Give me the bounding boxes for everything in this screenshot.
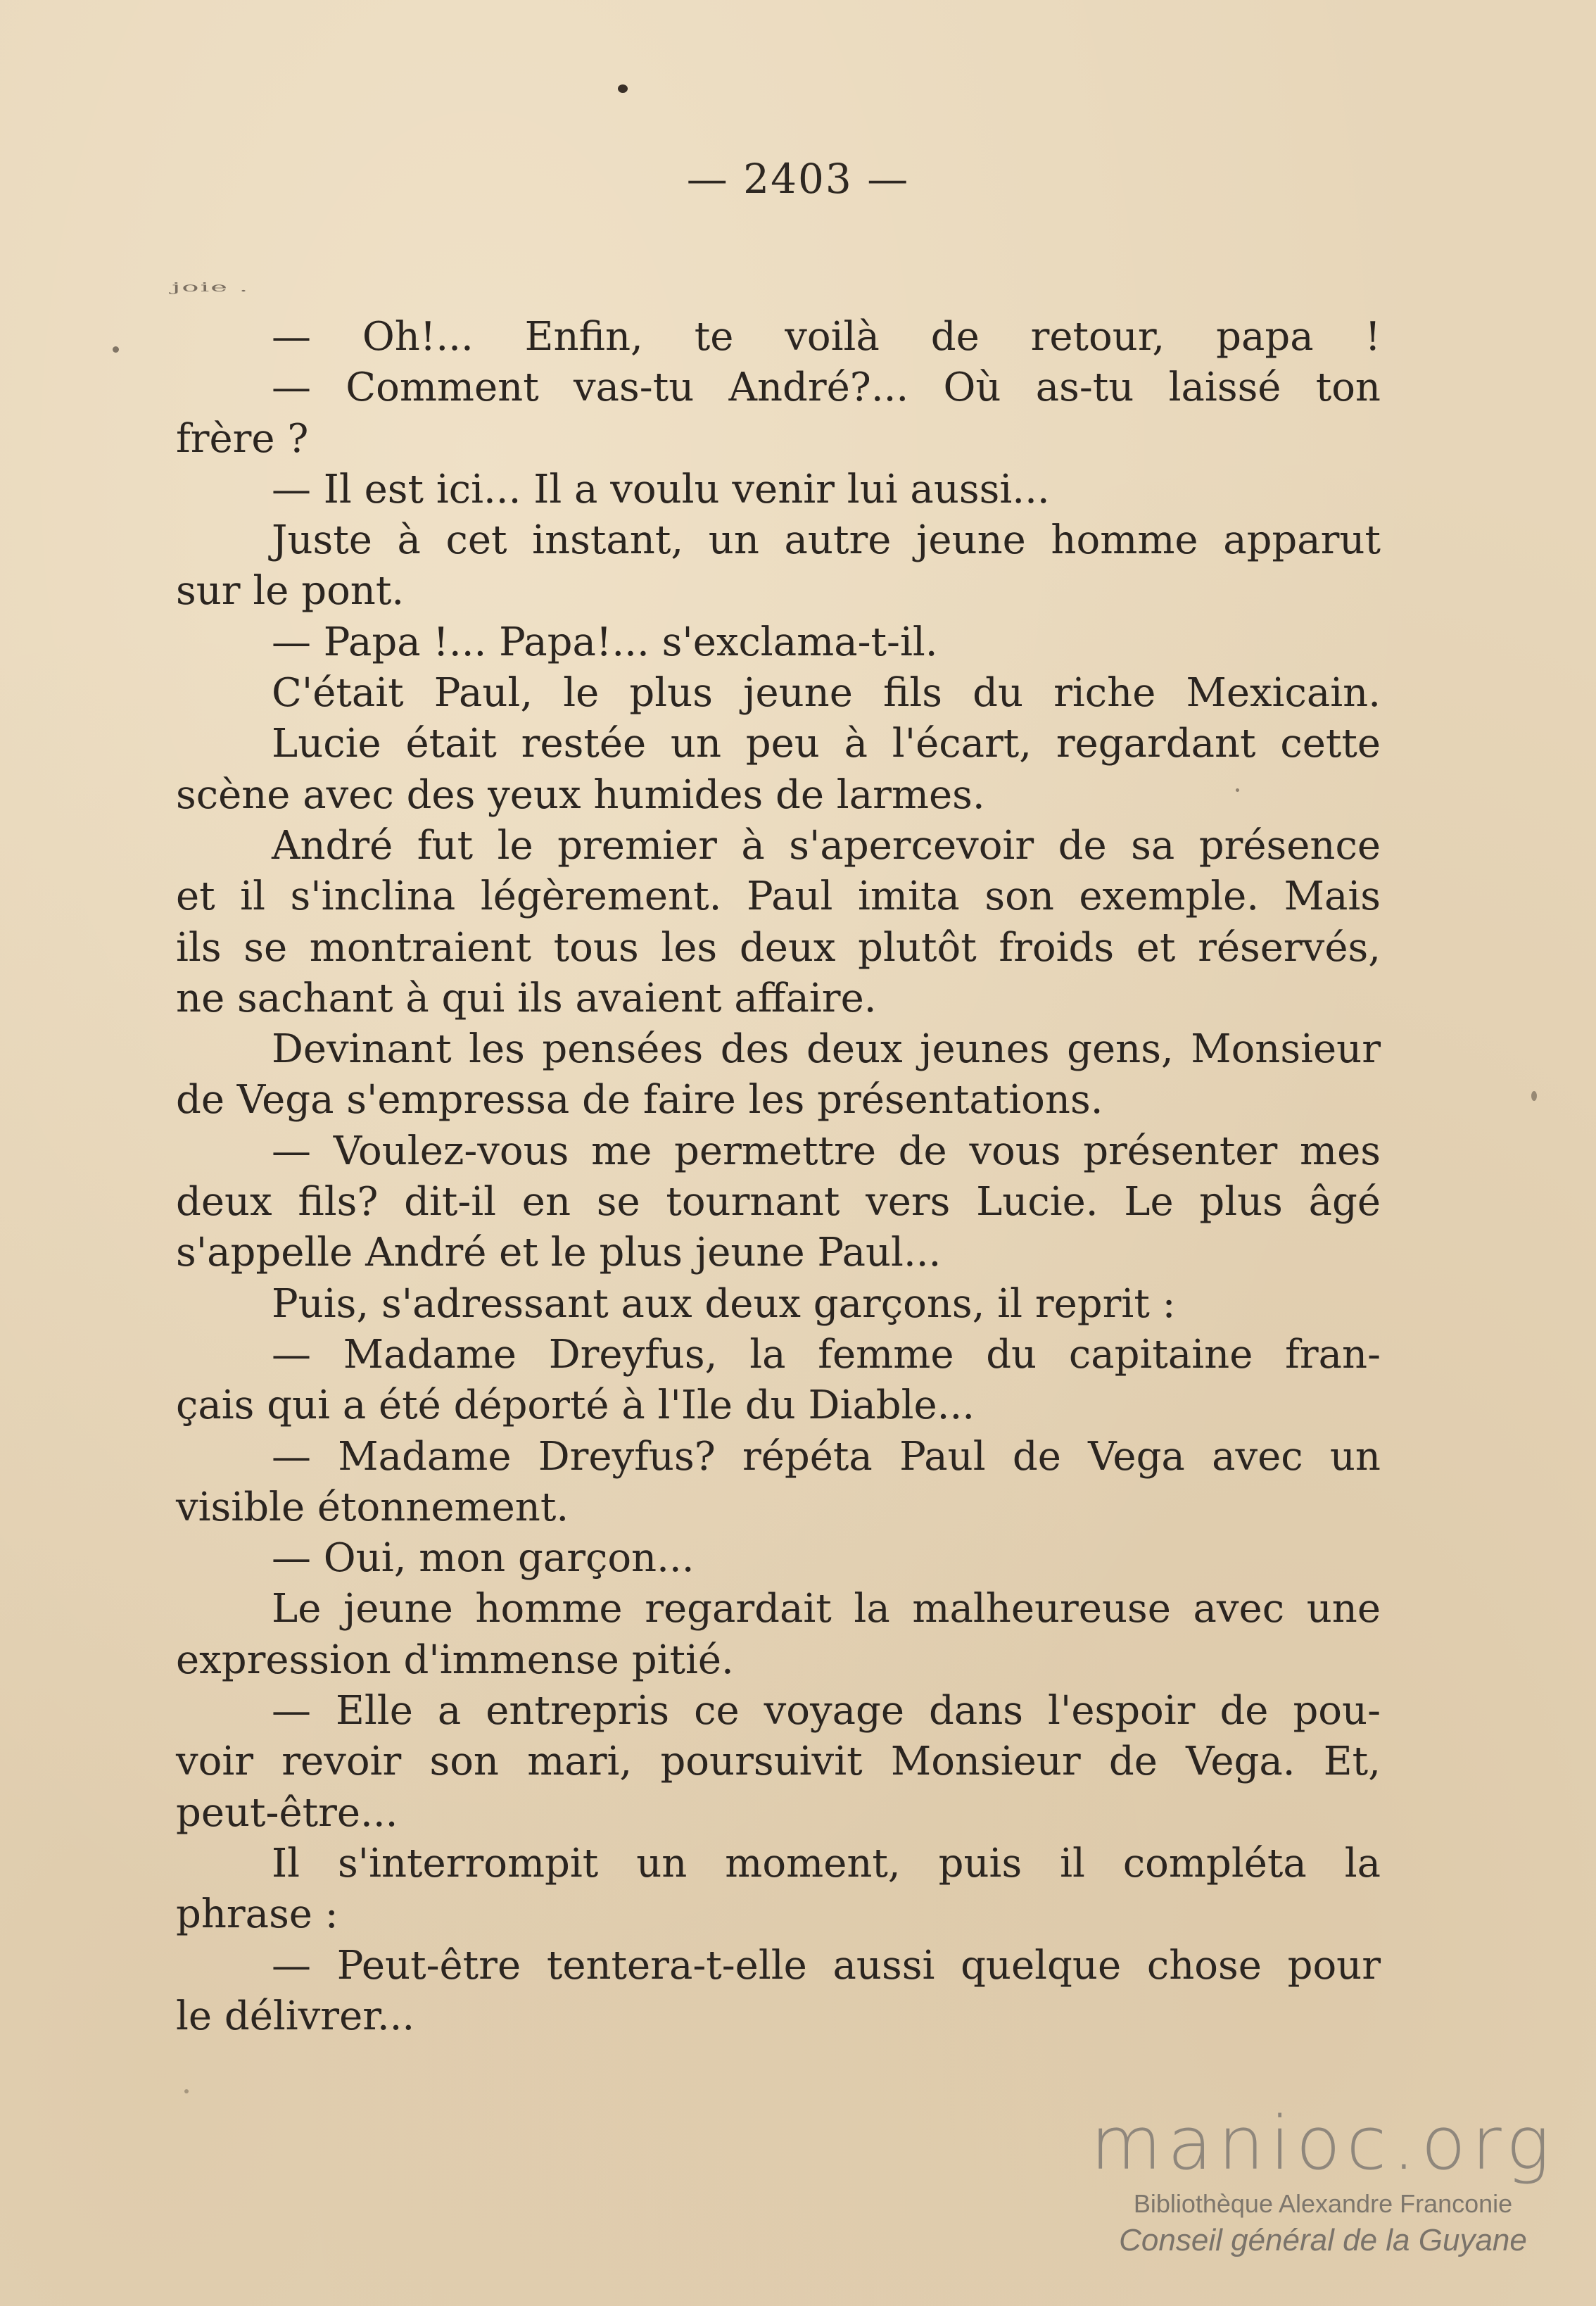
text-line: sur le pont. — [176, 568, 405, 615]
text-line: peut-être... — [176, 1789, 398, 1836]
text-line: de Vega s'empressa de faire les présentations. — [176, 1077, 1103, 1123]
text-line: çais qui a été déporté à l'Ile du Diable... — [176, 1382, 975, 1429]
text-line: — Oh!... Enfin, te voilà de retour, papa ! — [272, 314, 1381, 360]
text-line: — Oui, mon garçon... — [272, 1535, 695, 1582]
text-line: expression d'immense pitié. — [176, 1637, 734, 1683]
text-line: Lucie était restée un peu à l'écart, regardant cette — [272, 721, 1381, 767]
text-line: — Comment vas-tu André?... Où as-tu laissé ton — [272, 365, 1381, 411]
text-line: visible étonnement. — [176, 1484, 569, 1530]
text-line: — Peut-être tentera-t-elle aussi quelque chose pour — [272, 1942, 1381, 1989]
text-line: et il s'inclina légèrement. Paul imita son exemple. Mais — [176, 874, 1381, 920]
council-name: Conseil général de la Guyane — [1119, 2223, 1527, 2257]
text-line: phrase : — [176, 1891, 338, 1938]
text-line: Devinant les pensées des deux jeunes gens, Monsieur — [272, 1026, 1381, 1073]
text-line: le délivrer... — [176, 1993, 415, 2039]
text-line: André fut le premier à s'apercevoir de sa présence — [272, 822, 1381, 869]
text-line: scène avec des yeux humides de larmes. — [176, 771, 985, 818]
text-line: — Papa !... Papa!... s'exclama-t-il. — [272, 619, 938, 665]
text-line: voir revoir son mari, poursuivit Monsieur de Vega. Et, — [176, 1739, 1381, 1785]
body-text — [176, 312, 1381, 2042]
text-line: Le jeune homme regardait la malheureuse avec une — [272, 1586, 1381, 1632]
library-name: Bibliothèque Alexandre Franconie — [1133, 2189, 1513, 2218]
manioc-logo: manioc.org — [1090, 2100, 1556, 2186]
text-line: Puis, s'adressant aux deux garçons, il reprit : — [272, 1280, 1176, 1327]
ink-speck — [1531, 1091, 1537, 1101]
text-line: frère ? — [176, 415, 309, 462]
text-line: deux fils? dit-il en se tournant vers Lucie. Le plus âgé — [176, 1179, 1381, 1226]
text-line: ne sachant à qui ils avaient affaire. — [176, 975, 877, 1021]
text-line: Juste à cet instant, un autre jeune homme apparut — [272, 517, 1381, 564]
text-line: — Madame Dreyfus, la femme du capitaine fran- — [272, 1331, 1381, 1378]
page-number: — 2403 — — [686, 155, 910, 203]
cut-off-text-fragment: joie . — [172, 280, 250, 295]
ink-speck — [113, 346, 119, 353]
text-line: C'était Paul, le plus jeune fils du riche Mexicain. — [272, 670, 1381, 717]
manioc-watermark — [1077, 2100, 1569, 2258]
text-line: Il s'interrompit un moment, puis il compléta la — [272, 1840, 1381, 1886]
text-line: — Voulez-vous me permettre de vous présenter mes — [272, 1128, 1381, 1174]
text-line: — Elle a entrepris ce voyage dans l'espoir de pou- — [272, 1688, 1381, 1734]
text-line: — Madame Dreyfus? répéta Paul de Vega avec un — [272, 1433, 1381, 1480]
ink-speck — [618, 84, 628, 93]
ink-speck — [184, 2089, 189, 2093]
text-line: s'appelle André et le plus jeune Paul... — [176, 1230, 942, 1276]
text-line: — Il est ici... Il a voulu venir lui aussi... — [272, 466, 1050, 512]
ink-speck — [1236, 788, 1239, 792]
text-line: ils se montraient tous les deux plutôt froids et réservés, — [176, 924, 1381, 971]
